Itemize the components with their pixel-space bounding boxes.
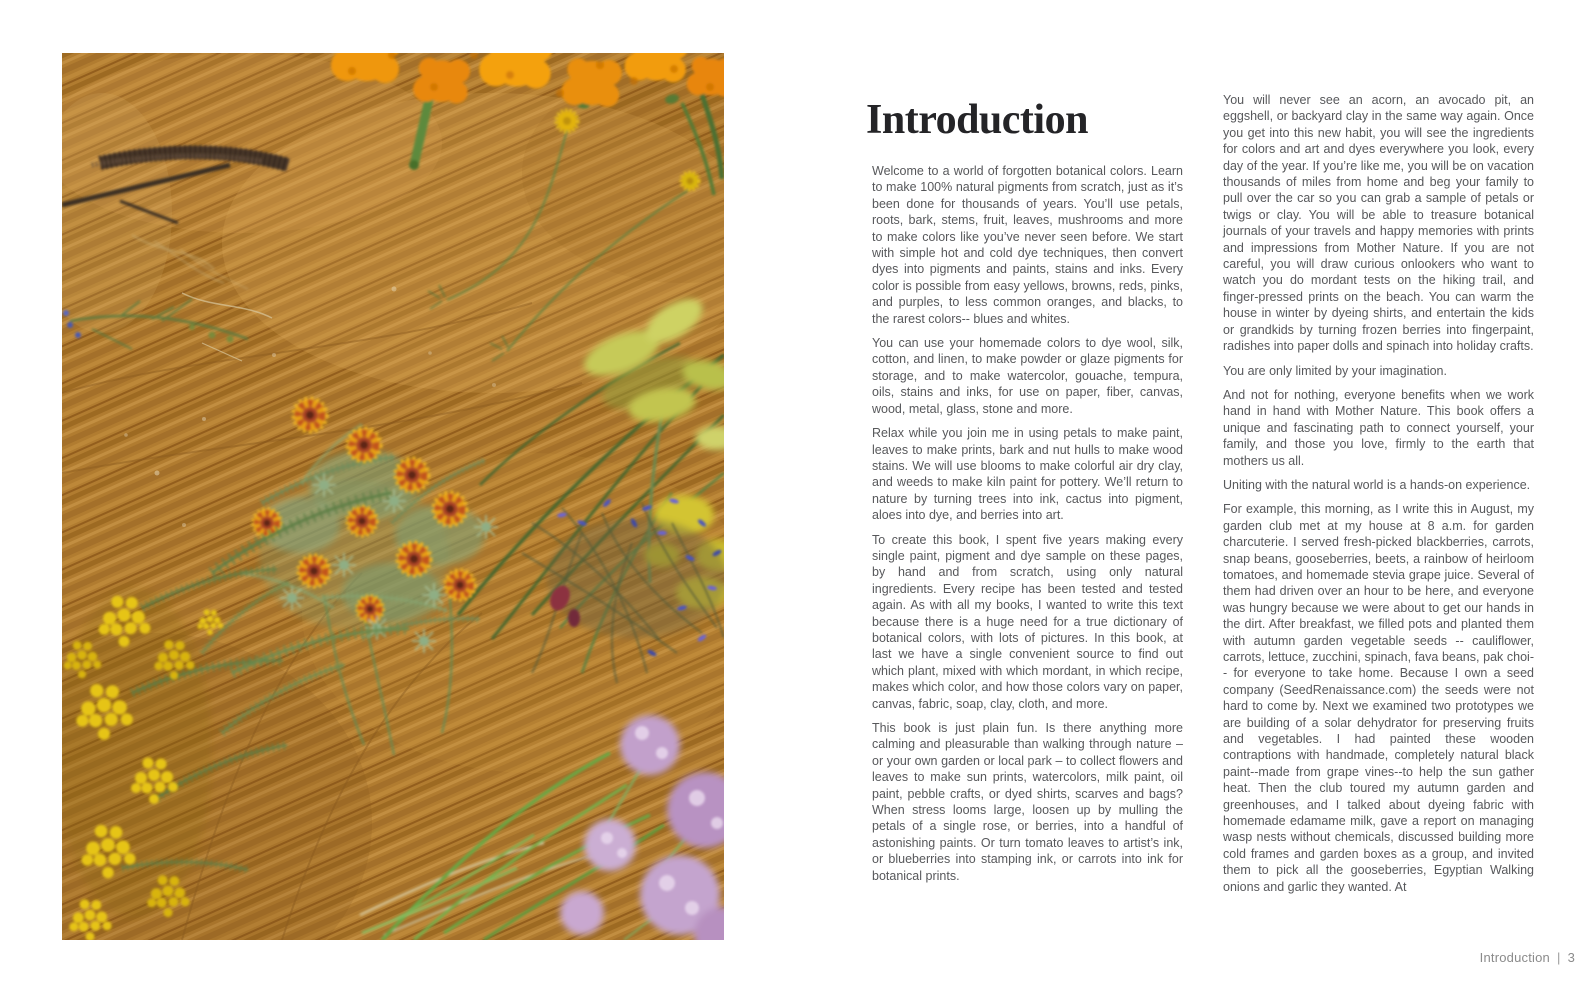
- paragraph: Uniting with the natural world is a hands-on experience.: [1223, 477, 1531, 492]
- page-title: Introduction: [866, 97, 1088, 143]
- page-footer: [1223, 950, 1575, 965]
- botanical-photo-illustration: [62, 53, 724, 940]
- footer-page-number: 3: [1567, 950, 1575, 965]
- paragraph: For example, this morning, as I write this in August, my garden club met at my house at 8 a.m. for garden charcuterie. I served fresh-picked blackberries, carrots, snap beans, gooseberries, beets, a rainbow of heirloom tomatoes, and homemade stevia grape juice. Several of them had driven over an hour to be here, and everyone was hungry because we were about to get our hands in the dirt. After breakfast, we filled pots and planted them with autumn garden vegetable seeds -- cauliflower, carrots, lettuce, zucchini, spinach, fava beans, pak choi-- for everyone to take home. Because I own a seed company (SeedRenaissance.com) the seeds were not hard to come by. Next we examined two prototypes we are building of a solar dehydrator for preserving fruits and vegetables. I had painted these wooden contraptions with handmade, completely natural black paint--made from grape vines--to help the sun gather heat. Then the club toured my autumn garden and greenhouses, and I talked about dyeing fabric with homemade edamame milk, gave a report on managing wasp nests without chemicals, discussed building more cold frames and garden boxes as a group, and invited them to pick all the gooseberries, Egyptian Walking onions and garlic they wanted. At: [1223, 502, 1534, 894]
- paragraph: Relax while you join me in using petals to make paint, leaves to make prints, bark and nut hulls to make wood stains. We will use blooms to make colorful air dry clay, and weeds to make kiln paint for pottery. We’ll return to nature by turning trees into ink, cactus into pigment, aloes into dye, and berries into art.: [872, 426, 1183, 523]
- footer-separator: |: [1556, 950, 1561, 965]
- paragraph: To create this book, I spent five years making every single paint, pigment and dye sample on these pages, by hand and from scratch, using only natural ingredients. Every recipe has been tested and tested again. As with all my books, I wanted to write this text because there is a huge need for a true dictionary of botanical colors, with lots of pictures. In this book, at last we have a single convenient source to find out which plant, mixed with which mordant, in which recipe, makes which color, and how those colors vary on paper, canvas, fabric, soap, clay, cloth, and more.: [872, 532, 1183, 711]
- footer-chapter: Introduction: [1479, 950, 1550, 965]
- paragraph: Welcome to a world of forgotten botanical colors. Learn to make 100% natural pigments from scratch, just as it’s been done for thousands of years. You’ll use petals, roots, bark, stems, fruit, leaves, mushrooms and more to make colors like you’ve never seen before. We start with simple hot and cold dye techniques, then convert dyes into pigments and paints, stains and inks. Every color is possible from easy yellows, browns, reds, pinks, and purples, to less common oranges, and blacks, to the rarest colors-- blues and whites.: [872, 164, 1183, 326]
- intro-column-1: [872, 163, 1183, 892]
- paragraph: You can use your homemade colors to dye wool, silk, cotton, and linen, to make powder or glaze pigments for storage, and to make watercolor, gouache, tempura, oils, stains and inks, for use on paper, fiber, canvas, wood, metal, glass, stone and more.: [872, 336, 1183, 416]
- paragraph: And not for nothing, everyone benefits when we work hand in hand with Mother Nature. This book offers a unique and fascinating path to connect yourself, your family, and those you love, firmly to the earth that mothers us all.: [1223, 387, 1534, 468]
- paragraph: You will never see an acorn, an avocado pit, an eggshell, or backyard clay in the same way again. Once you get into this new habit, you will see the ingredients for colors and art and dyes everywhere you look, every day of the year. If you’re like me, you will be on vacation thousands of miles from home and beg your family to pull over the car so you can grab a sample of petals or twigs or clay. You will be able to treasure botanical journals of your travels and happy memories with prints and impressions from Mother Nature. If you are not careful, you will draw curious onlookers who want to watch you do mordant tests on the hiking trail, and finger-pressed prints on the beach. You can warm the house in winter by dyeing shirts, and entertain the kids or grandkids by turning frozen berries into fingerpaint, radishes into paper dolls and spinach into holiday crafts.: [1223, 93, 1534, 354]
- botanical-photo: [62, 53, 724, 940]
- paragraph: This book is just plain fun. Is there anything more calming and pleasurable than walking through nature – or your own garden or local park – to collect flowers and leaves to make sun prints, watercolors, milk paint, oil paint, pebble crafts, or dyed shirts, scarves and bags? When stress looms large, loosen up by mulling the petals of a single rose, or berries, into a handful of astonishing paints. Or turn tomato leaves to artist’s ink, or blueberries into stamping ink, or carrots into ink for botanical prints.: [872, 721, 1183, 883]
- paragraph: You are only limited by your imagination.: [1223, 363, 1447, 378]
- intro-column-2: [1223, 92, 1534, 903]
